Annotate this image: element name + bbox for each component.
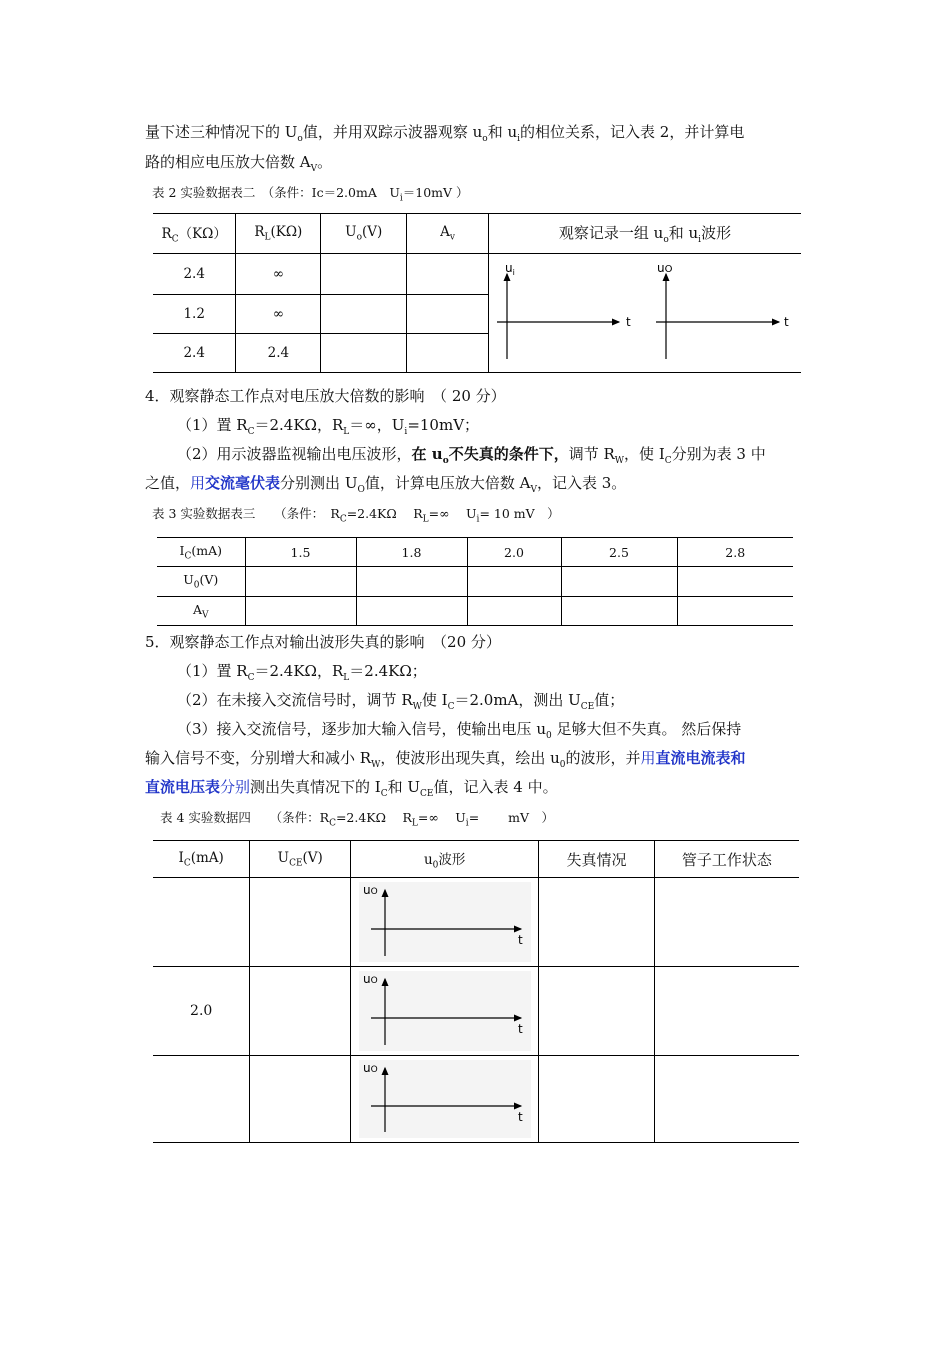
table-row (157, 567, 793, 597)
t-axis-label: t (518, 1022, 523, 1036)
waveform-axes (351, 878, 538, 966)
table4-cell-waveform (351, 878, 539, 967)
section5-step3-line2: 输入信号不变，分别增大和减小 $R_W$，使波形出现失真，绘出 $u_0$的波形，并用直流电流表和 (145, 749, 746, 770)
table4-cell-ic[interactable] (153, 878, 250, 967)
table4-cell-distortion[interactable] (539, 1056, 655, 1143)
table3-ic-value: 2.8 (677, 538, 793, 567)
table2-header-observation: 观察记录一组 $u_o$和 $u_i$波形 (488, 214, 801, 254)
table3-label-ic: $I_C(mA)$ (157, 538, 245, 567)
section4-step2-line2: 之值，用交流毫伏表分别测出 $U_O$值，计算电压放大倍数 $A_V$，记入表 3。 (145, 474, 627, 495)
table3-av-cell[interactable] (677, 597, 793, 626)
uo-axis-label: uO (363, 1061, 378, 1075)
table3-caption: 表 3 实验数据表三 （条件： $R_C=2.4K\Omega$ $R_L=\infty$ $U_i= 10$ mV ） (152, 506, 560, 525)
table2-cell-uo[interactable] (321, 334, 407, 373)
section5-step1: （1）置 $R_C=2.4K\Omega$，$R_L=2.4K\Omega$； (177, 662, 427, 683)
table-row (157, 597, 793, 626)
table3-uo-cell[interactable] (245, 567, 356, 597)
table3-uo-cell[interactable] (561, 567, 677, 597)
section4-step2-line1: （2）用示波器监视输出电压波形，在 $u_o$不失真的条件下，调节 $R_W$，使 $I_C$分别为表 3 中 (177, 445, 766, 466)
table3 (157, 537, 793, 626)
t-axis-label: t (518, 933, 523, 947)
table-row (153, 254, 801, 295)
table2-cell-rl: 2.4 (236, 334, 321, 373)
uo-axis-label: uO (363, 883, 378, 897)
table4-cell-state[interactable] (654, 967, 799, 1056)
uo-axis-label: uO (363, 972, 378, 986)
table2-cell-av[interactable] (407, 294, 489, 334)
table3-av-cell[interactable] (245, 597, 356, 626)
table4-cell-distortion[interactable] (539, 967, 655, 1056)
table4-cell-distortion[interactable] (539, 878, 655, 967)
table2-cell-av[interactable] (407, 334, 489, 373)
table-row (153, 1056, 799, 1143)
table4-cell-state[interactable] (654, 878, 799, 967)
table4-cell-state[interactable] (654, 1056, 799, 1143)
table-row (153, 878, 799, 967)
t-axis-label: t (518, 1110, 523, 1124)
section5-step2: （2）在未接入交流信号时，调节 $R_W$使 $I_C=2.0mA$，测出 $U_{CE}$值； (177, 691, 625, 712)
table3-label-av: $A_V$ (157, 597, 245, 626)
table2-cell-rl: ∞ (236, 294, 321, 334)
table2-cell-rc: 2.4 (153, 254, 236, 295)
table2-caption: 表 2 实验数据表二 （条件：Ic＝2.0mA $U_i=10mV$ ） (152, 185, 469, 204)
table3-uo-cell[interactable] (467, 567, 561, 597)
table-row (157, 538, 793, 567)
table3-ic-value: 1.8 (356, 538, 467, 567)
table4-cell-waveform (351, 1056, 539, 1143)
table4-cell-uce[interactable] (250, 878, 351, 967)
intro-line-1: 量下述三种情况下的 $U_o$值，并用双踪示波器观察 $u_o$和 $u_i$的相位关系，记入表 2，并计算电 (145, 123, 745, 144)
table2-header-rl: $R_L(K\Omega)$ (236, 214, 321, 254)
table3-ic-value: 2.5 (561, 538, 677, 567)
table3-av-cell[interactable] (561, 597, 677, 626)
table4-header-waveform: $u_0$波形 (351, 841, 539, 878)
table4 (153, 840, 799, 1143)
uo-axis-label: uO (656, 261, 673, 275)
table2-cell-av[interactable] (407, 254, 489, 295)
table4-header-row (153, 841, 799, 878)
intro-line-2: 路的相应电压放大倍数 $A_V$。 (145, 153, 333, 174)
table2-cell-rl: ∞ (236, 254, 321, 295)
table2-header-rc: $R_C(K\Omega)$ (153, 214, 236, 254)
table2 (153, 213, 801, 373)
table3-uo-cell[interactable] (677, 567, 793, 597)
table3-av-cell[interactable] (467, 597, 561, 626)
waveform-axes (489, 254, 801, 372)
table3-label-uo: $U_0(V)$ (157, 567, 245, 597)
table4-header-state: 管子工作状态 (654, 841, 799, 878)
table4-caption: 表 4 实验数据四 （条件：$R_C=2.4K\Omega$ $R_L=\infty$ $U_i=$ mV ） (160, 810, 555, 829)
table4-cell-ic[interactable] (153, 1056, 250, 1143)
table2-cell-uo[interactable] (321, 294, 407, 334)
waveform-axes (351, 1056, 538, 1142)
table2-header-uo: $U_o(V)$ (321, 214, 407, 254)
ui-axis-label: $u_i$ (504, 261, 515, 277)
table4-cell-waveform (351, 967, 539, 1056)
table2-cell-rc: 1.2 (153, 294, 236, 334)
table4-header-distortion: 失真情况 (539, 841, 655, 878)
waveform-axes (351, 967, 538, 1055)
section4-title: 4．观察静态工作点对电压放大倍数的影响 （ 20 分） (145, 387, 506, 405)
table3-ic-value: 1.5 (245, 538, 356, 567)
table2-header-row (153, 214, 801, 254)
table2-waveform-cell (488, 254, 801, 373)
section5-title: 5．观察静态工作点对输出波形失真的影响 （20 分） (145, 633, 501, 651)
table2-cell-rc: 2.4 (153, 334, 236, 373)
table4-header-ic: $I_C(mA)$ (153, 841, 250, 878)
section5-step3-line1: （3）接入交流信号，逐步加大输入信号，使输出电压 $u_0$ 足够大但不失真。 然后保持 (177, 720, 742, 741)
table3-av-cell[interactable] (356, 597, 467, 626)
section4-step1: （1）置 $R_C=2.4K\Omega$，$R_L=\infty$，$U_i=10mV$； (177, 416, 480, 437)
table4-header-uce: $U_{CE}(V)$ (250, 841, 351, 878)
table2-cell-uo[interactable] (321, 254, 407, 295)
table-row (153, 967, 799, 1056)
table4-cell-uce[interactable] (250, 1056, 351, 1143)
table4-cell-uce[interactable] (250, 967, 351, 1056)
table3-uo-cell[interactable] (356, 567, 467, 597)
ui-t-label: t (625, 315, 631, 329)
uo-t-label: t (783, 315, 789, 329)
section5-step3-line3: 直流电压表分别测出失真情况下的 $I_C$和 $U_{CE}$值，记入表 4 中。 (145, 778, 558, 799)
table2-header-av: $A_v$ (407, 214, 489, 254)
table3-ic-value: 2.0 (467, 538, 561, 567)
table4-cell-ic[interactable]: 2.0 (153, 967, 250, 1056)
